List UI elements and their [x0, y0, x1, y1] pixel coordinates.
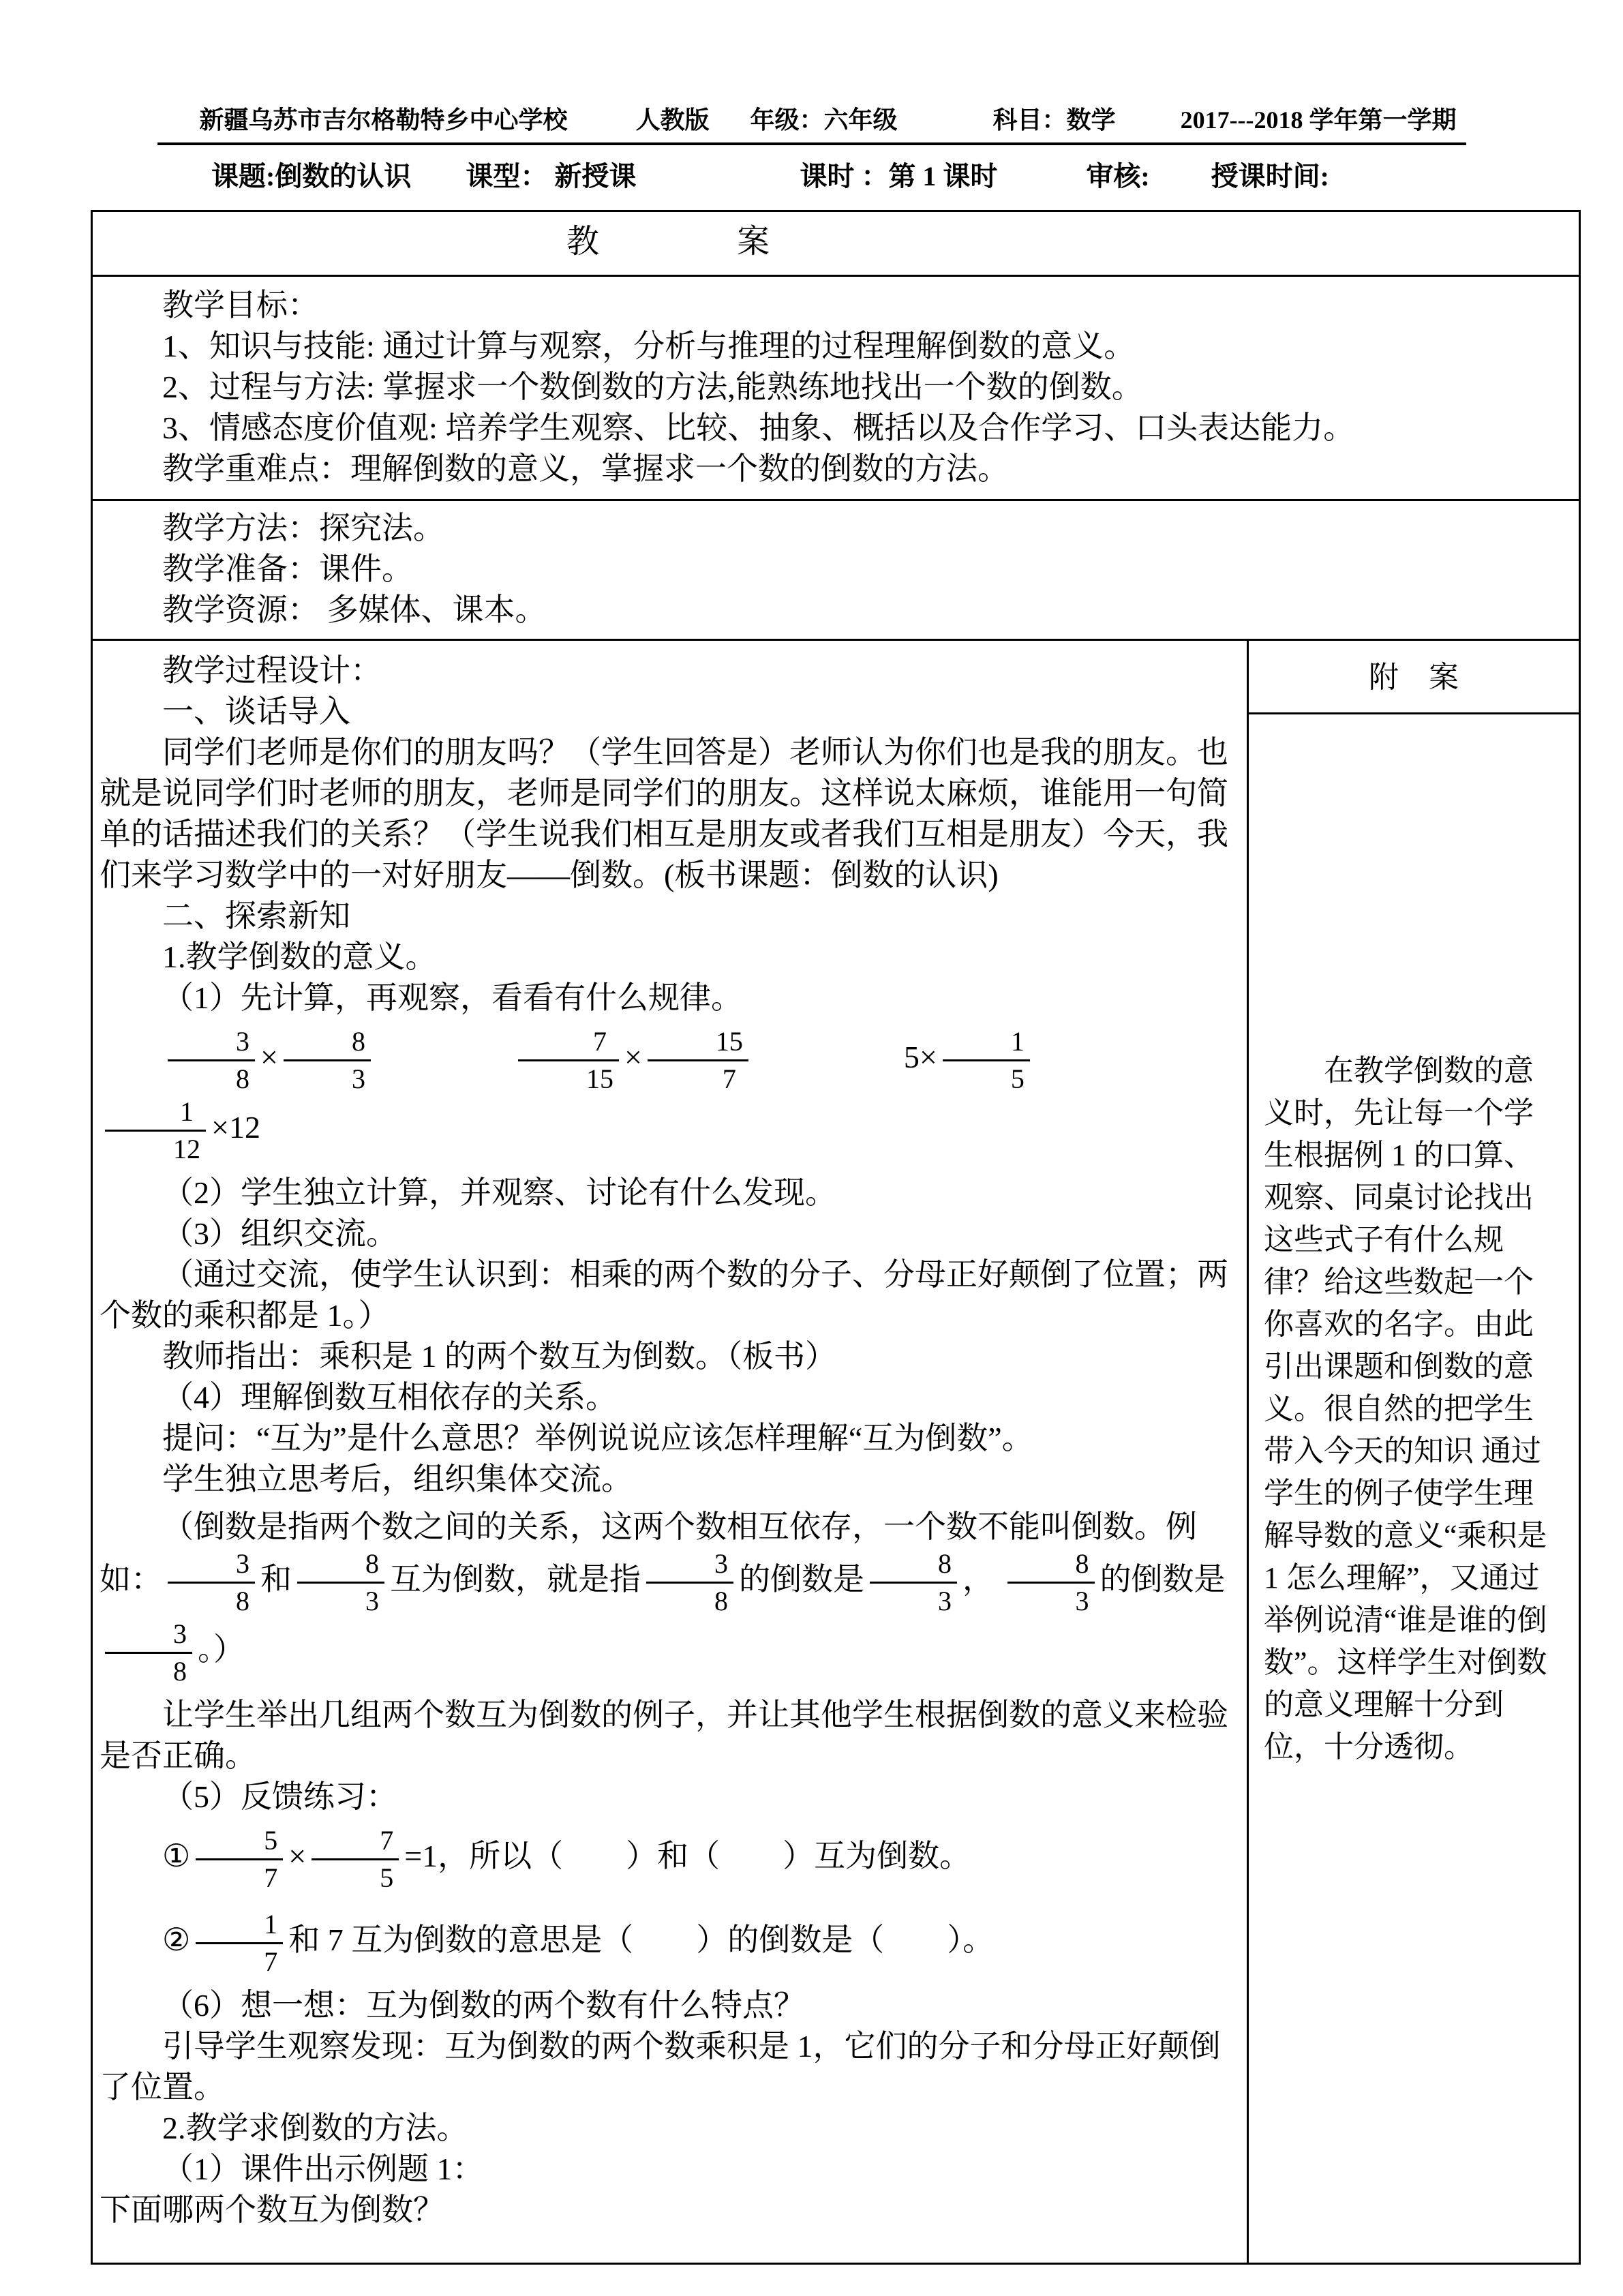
fraction-denominator: 3	[351, 1063, 365, 1094]
grade-label: 年级：六年级	[750, 106, 898, 134]
fraction-numerator: 3	[105, 1618, 192, 1654]
document-header-line1	[157, 101, 1466, 145]
think-line: 学生独立思考后，组织集体交流。	[162, 1462, 633, 1496]
review-label: 审核:	[1086, 161, 1150, 192]
teaching-method: 教学方法：探究法。	[162, 511, 444, 545]
fraction-numerator: 7	[312, 1824, 399, 1860]
fraction	[312, 1824, 399, 1894]
fraction	[168, 1025, 255, 1096]
objectives-heading: 教学目标：	[162, 288, 319, 322]
fraction-denominator: 7	[722, 1063, 736, 1094]
school-name: 新疆乌苏市吉尔格勒特乡中心学校	[199, 106, 568, 134]
key-points: 教学重难点：理解倒数的意义，掌握求一个数的倒数的方法。	[162, 451, 1009, 486]
school-term: 2017---2018 学年第一学期	[1180, 106, 1457, 134]
teaching-resources: 教学资源： 多媒体、课本。	[162, 592, 547, 627]
textbook-edition: 人教版	[635, 106, 710, 134]
fraction-denominator: 5	[380, 1862, 394, 1893]
math-gap	[754, 1067, 904, 1068]
fraction	[1007, 1547, 1095, 1618]
step-1-4: （4）理解倒数互相依存的关系。	[162, 1380, 617, 1415]
fraction	[870, 1547, 957, 1618]
section-1-title: 一、谈话导入	[162, 694, 350, 729]
fraction-numerator: 8	[1007, 1547, 1095, 1584]
process-heading: 教学过程设计：	[162, 653, 382, 688]
lesson-plan-table	[91, 210, 1581, 2265]
fraction-denominator: 8	[236, 1586, 249, 1616]
math-gap	[376, 1067, 513, 1068]
intro-paragraph: 同学们老师是你们的朋友吗？（学生回答是）老师认为你们也是我的朋友。也就是说同学们时老师的朋友，老师是同学们的朋友。这样说太麻烦，谁能用一句简单的话描述我们的关系？（学生说我们相互是朋友或者我们互相是朋友）今天，我们来学习数学中的一对好朋友——倒数。(板书课题：倒数的认识)	[100, 735, 1228, 892]
reciprocal-definition-note: （倒数是指两个数之间的关系，这两个数相互依存，一个数不能叫倒数。例如： $\frac{3}{8}$ 和 $\frac{8}{3}$ 互为倒数，就是指 $\frac{3}{8}$ 的倒数是 $\frac{8}{3}$ ， $\frac{8}{3}$ 的倒数是 $\frac{3}{8}$ 。）	[100, 1509, 1226, 1687]
fraction	[943, 1025, 1030, 1096]
fraction	[646, 1547, 733, 1618]
teach-time-label: 授课时间:	[1211, 161, 1329, 192]
methods-section	[93, 499, 1579, 639]
objective-item: 1、知识与技能: 通过计算与观察，分析与推理的过程理解倒数的意义。	[162, 329, 1136, 363]
fraction-denominator: 15	[586, 1063, 613, 1094]
section-2-title: 二、探索新知	[162, 898, 350, 933]
examples-line: 让学生举出几组两个数互为倒数的例子，并让其他学生根据倒数的意义来检验是否正确。	[100, 1697, 1228, 1773]
fraction-numerator: 8	[284, 1025, 371, 1061]
fraction-denominator: 8	[714, 1586, 728, 1616]
course-type: 课型： 新授课	[466, 161, 637, 192]
annex-heading: 附 案	[1249, 641, 1579, 714]
feedback-exercise-1: ① $\frac{5}{7}$ × $\frac{7}{5}$ =1，所以（ ）和（ ）互为倒数。	[162, 1825, 971, 1893]
question-line: 提问：“互为”是什么意思？举例说说应该怎样理解“互为倒数”。	[162, 1421, 1033, 1455]
fraction	[297, 1547, 384, 1618]
fraction-numerator: 1	[196, 1908, 283, 1944]
fraction	[196, 1908, 283, 1978]
fraction	[284, 1025, 371, 1096]
calculation-expressions: $\frac{3}{8}$ × $\frac{8}{3}$ $\frac{7}{15}$ × $\frac{15}{7}$ 5× $\frac{1}{5}$ $\frac{1}{12}$ ×12	[100, 1018, 1239, 1173]
objective-item: 3、情感态度价值观: 培养学生观察、比较、抽象、概括以及合作学习、口头表达能力。	[162, 410, 1355, 445]
fraction	[168, 1547, 255, 1618]
lesson-period: 课时 ：第 1 课时	[800, 161, 998, 192]
fraction-numerator: 5	[196, 1824, 283, 1860]
fraction-numerator: 3	[168, 1547, 255, 1584]
lesson-topic: 课题:倒数的认识	[211, 161, 412, 192]
step-1-5: （5）反馈练习：	[162, 1779, 397, 1814]
annex-note: 在教学倒数的意义时，先让每一个学生根据例 1 的口算、观察、同桌讨论找出这些式子有什么规律？给这些数起一个你喜欢的名字。由此引出课题和倒数的意义。很自然的把学生带入今天的知识 通过学生的例子使学生理解导数的意义“乘积是 1 怎么理解”，又通过举例说清“谁是谁的倒数”。这样学生对倒数的意义理解十分到位，十分透彻。	[1264, 1054, 1547, 1764]
fraction-denominator: 3	[1075, 1586, 1089, 1616]
step-1-3: （3）组织交流。	[162, 1216, 397, 1251]
teaching-process-column	[93, 641, 1247, 2263]
fraction	[196, 1824, 283, 1894]
topic-2-title: 2.教学求倒数的方法。	[162, 2111, 468, 2145]
math-gap	[1035, 1067, 1131, 1068]
example-question-line: 下面哪两个数互为倒数？	[100, 2192, 444, 2227]
guide-line: 引导学生观察发现：互为倒数的两个数乘积是 1，它们的分子和分母正好颠倒了位置。	[100, 2029, 1221, 2104]
fraction-numerator: 1	[943, 1025, 1030, 1061]
discussion-note: （通过交流，使学生认识到：相乘的两个数的分子、分母正好颠倒了位置；两个数的乘积都是 1。）	[100, 1257, 1228, 1333]
fraction-numerator: 8	[297, 1547, 384, 1584]
fraction-denominator: 7	[264, 1946, 278, 1977]
annex-column	[1247, 641, 1579, 2263]
step-1-6: （6）想一想：互为倒数的两个数有什么特点？	[162, 1988, 805, 2023]
fraction	[518, 1025, 619, 1096]
fraction-numerator: 8	[870, 1547, 957, 1584]
document-header-line2	[0, 155, 1623, 194]
fraction-numerator: 3	[646, 1547, 733, 1584]
teacher-statement: 教师指出：乘积是 1 的两个数互为倒数。（板书）	[162, 1339, 836, 1374]
fraction	[648, 1025, 748, 1096]
fraction-denominator: 8	[236, 1063, 249, 1094]
fraction-denominator: 8	[173, 1656, 187, 1687]
fraction	[105, 1096, 206, 1166]
fraction-numerator: 3	[168, 1025, 255, 1061]
plan-title: 教 案	[566, 224, 771, 260]
topic-1-title: 1.教学倒数的意义。	[162, 939, 437, 974]
fraction-denominator: 5	[1010, 1063, 1025, 1094]
subject-label: 科目：数学	[992, 106, 1116, 134]
feedback-exercise-2: ② $\frac{1}{7}$ 和 7 互为倒数的意思是（ ）的倒数是（ ）。	[162, 1909, 995, 1977]
fraction-denominator: 7	[264, 1862, 278, 1893]
fraction-numerator: 7	[518, 1025, 619, 1061]
process-and-annex-row	[93, 639, 1579, 2263]
teaching-prep: 教学准备：课件。	[162, 552, 413, 586]
fraction-denominator: 3	[365, 1586, 379, 1616]
fraction-denominator: 3	[938, 1586, 952, 1616]
fraction-numerator: 15	[648, 1025, 748, 1061]
step-2-1: （1）课件出示例题 1：	[162, 2151, 484, 2186]
objective-item: 2、过程与方法: 掌握求一个数倒数的方法,能熟练地找出一个数的倒数。	[162, 369, 1143, 404]
fraction-numerator: 1	[105, 1096, 206, 1132]
plan-title-row	[93, 212, 1579, 275]
step-1-1: （1）先计算，再观察，看看有什么规律。	[162, 980, 742, 1015]
objectives-section	[93, 275, 1579, 499]
fraction	[105, 1618, 192, 1688]
step-1-2: （2）学生独立计算，并观察、讨论有什么发现。	[162, 1175, 836, 1210]
fraction-denominator: 12	[173, 1134, 200, 1164]
